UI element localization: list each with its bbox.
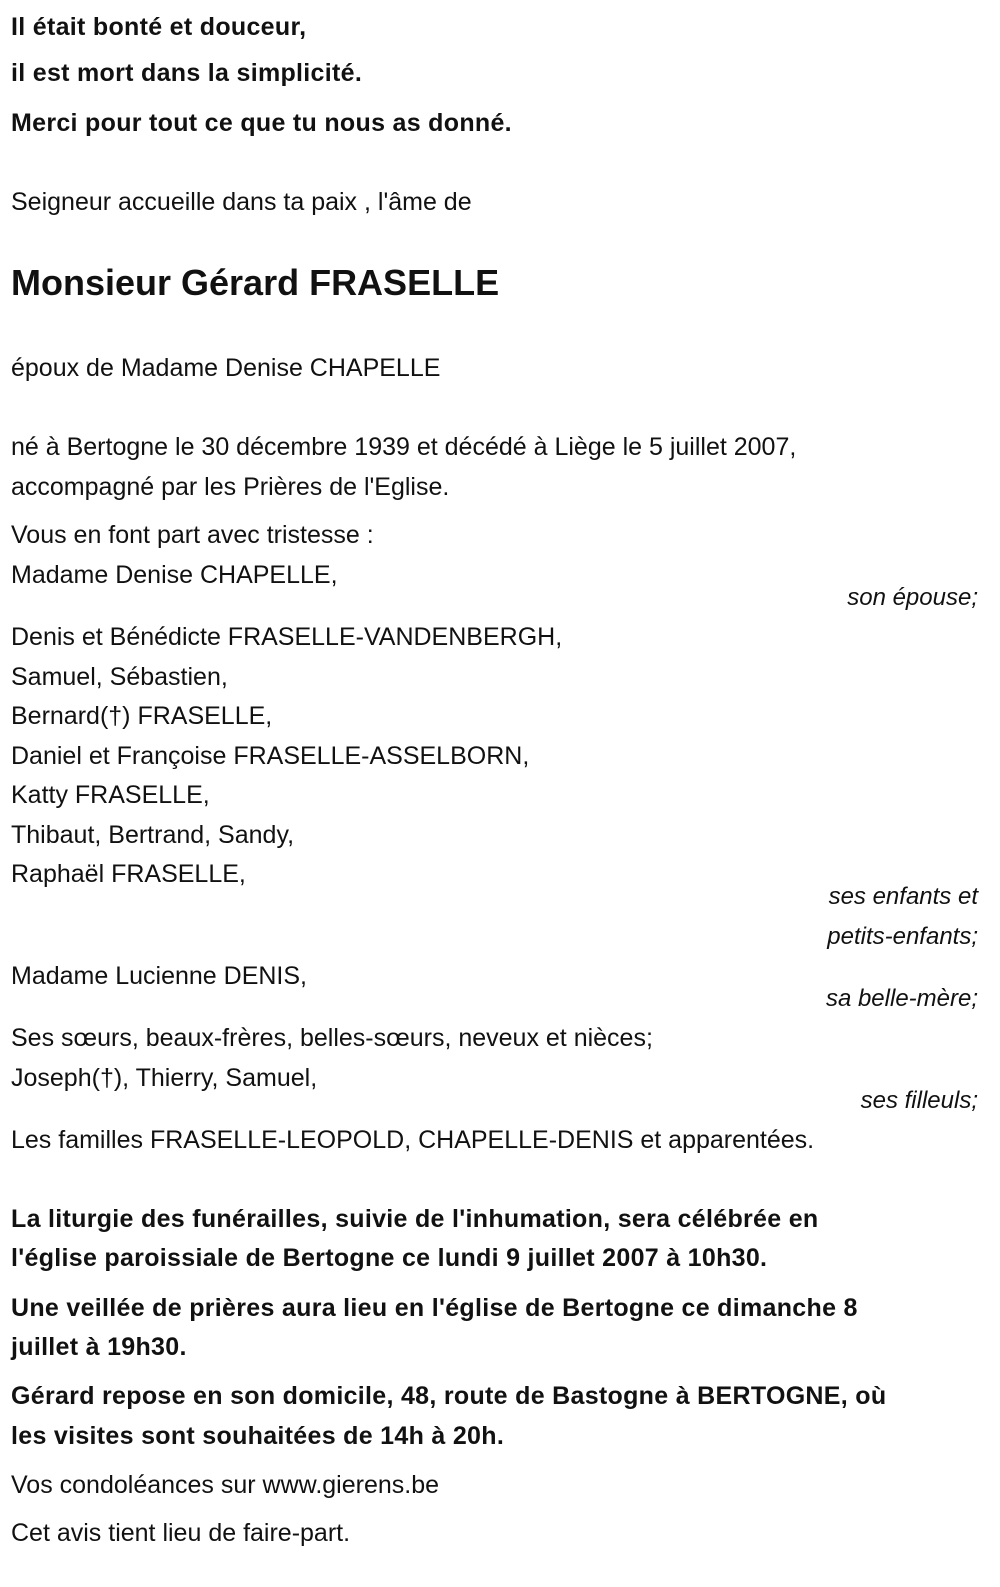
ceremony-line: juillet à 19h30. [11, 1333, 187, 1361]
spouse-line: époux de Madame Denise CHAPELLE [11, 354, 441, 382]
ceremony-line: les visites sont souhaitées de 14h à 20h. [11, 1422, 505, 1450]
verse-line: il est mort dans la simplicité. [11, 59, 363, 87]
announce-line: Vous en font part avec tristesse : [11, 521, 374, 549]
family-member: Joseph(†), Thierry, Samuel, [11, 1064, 318, 1092]
family-member: Thibaut, Bertrand, Sandy, [11, 821, 295, 849]
relation-label: ses enfants et [828, 883, 978, 910]
relation-label: petits-enfants; [827, 923, 978, 950]
family-member: Les familles FRASELLE-LEOPOLD, CHAPELLE-DENIS et apparentées. [11, 1126, 815, 1154]
relation-label: son épouse; [847, 584, 978, 611]
family-member: Bernard(†) FRASELLE, [11, 702, 273, 730]
family-member: Katty FRASELLE, [11, 781, 210, 809]
ceremony-line: La liturgie des funérailles, suivie de l'inhumation, sera célébrée en [11, 1205, 819, 1233]
birth-death-line: né à Bertogne le 30 décembre 1939 et décédé à Liège le 5 juillet 2007, [11, 433, 797, 461]
deceased-name: Monsieur Gérard FRASELLE [11, 262, 500, 303]
ceremony-line: Une veillée de prières aura lieu en l'église de Bertogne ce dimanche 8 [11, 1294, 858, 1322]
family-member: Madame Denise CHAPELLE, [11, 561, 338, 589]
birth-death-line: accompagné par les Prières de l'Eglise. [11, 473, 450, 501]
verse-line: Il était bonté et douceur, [11, 13, 307, 41]
footer-note: Cet avis tient lieu de faire-part. [11, 1519, 351, 1547]
intro-text: Seigneur accueille dans ta paix , l'âme de [11, 188, 472, 216]
condolences-line: Vos condoléances sur www.gierens.be [11, 1471, 440, 1499]
family-member: Daniel et Françoise FRASELLE-ASSELBORN, [11, 742, 530, 770]
family-member: Madame Lucienne DENIS, [11, 962, 307, 990]
verse-line: Merci pour tout ce que tu nous as donné. [11, 109, 512, 137]
family-member: Ses sœurs, beaux-frères, belles-sœurs, neveux et nièces; [11, 1024, 653, 1052]
family-member: Raphaël FRASELLE, [11, 860, 246, 888]
relation-label: ses filleuls; [860, 1087, 978, 1114]
family-member: Denis et Bénédicte FRASELLE-VANDENBERGH, [11, 623, 563, 651]
ceremony-line: Gérard repose en son domicile, 48, route de Bastogne à BERTOGNE, où [11, 1382, 887, 1410]
ceremony-line: l'église paroissiale de Bertogne ce lundi 9 juillet 2007 à 10h30. [11, 1244, 768, 1272]
family-member: Samuel, Sébastien, [11, 663, 228, 691]
relation-label: sa belle-mère; [825, 985, 978, 1012]
